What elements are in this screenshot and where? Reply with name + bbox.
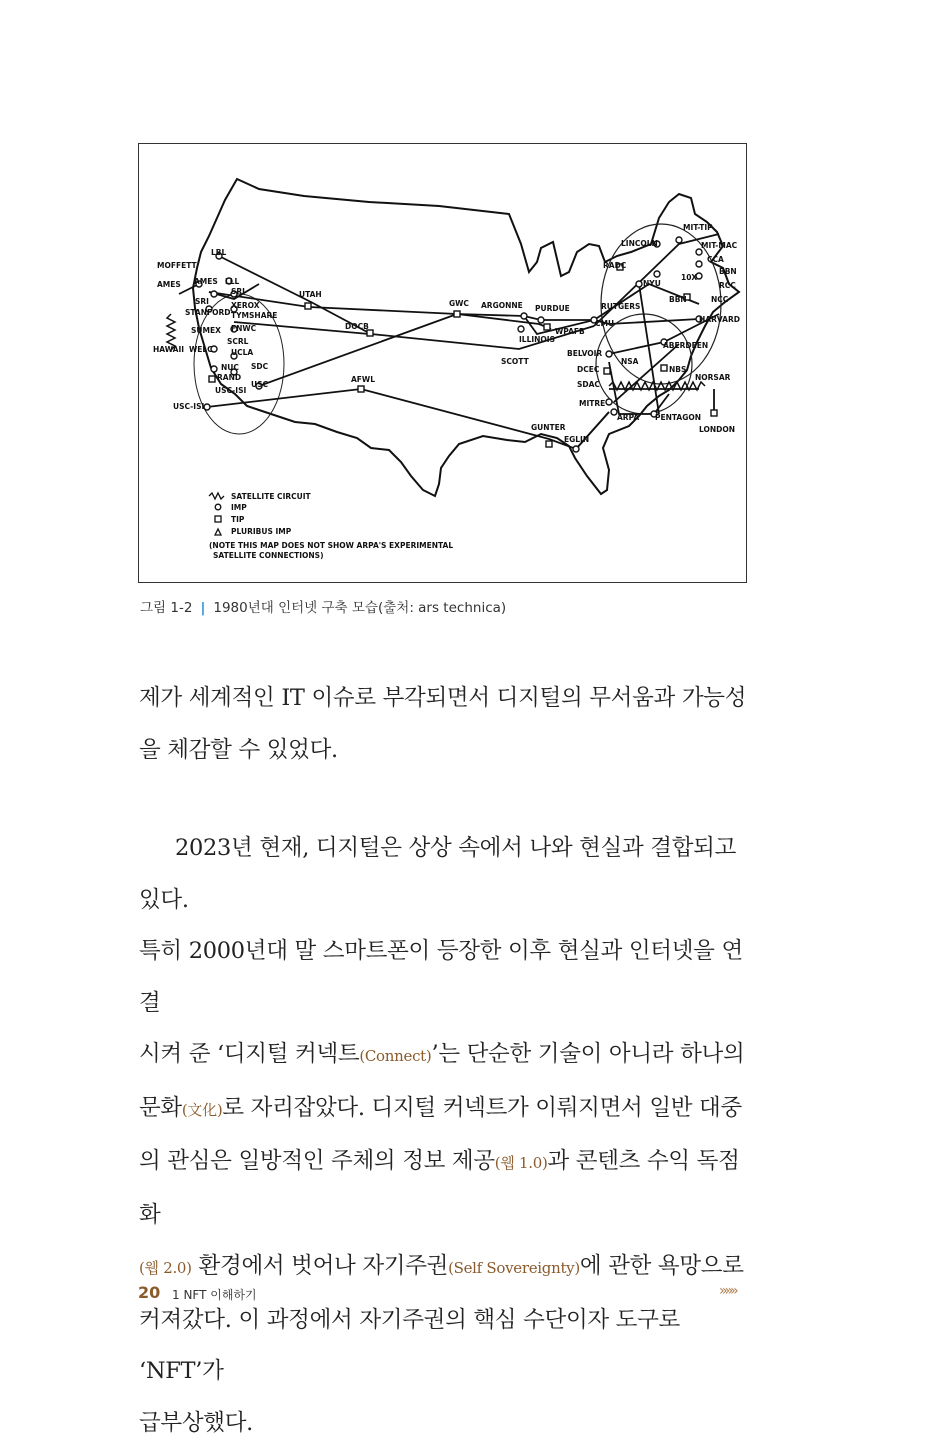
map-label: NYU: [643, 279, 661, 288]
paragraph-1: [139, 673, 749, 776]
paragraph-line: 2023년 현재, 디지털은 상상 속에서 나와 현실과 결합되고 있다.: [139, 823, 749, 926]
map-label: NCC: [711, 295, 729, 304]
map-label: RADC: [603, 261, 627, 270]
map-label: MIT-MAC: [701, 241, 738, 250]
map-label: AFWL: [351, 375, 375, 384]
caption-label: 그림 1-2: [140, 600, 192, 616]
caption-text: 1980년대 인터넷 구축 모습(출처: ars technica): [213, 600, 506, 616]
map-label: EGLIN: [564, 435, 589, 444]
map-label: SRI: [231, 287, 245, 296]
us-outline: [193, 179, 739, 496]
legend-pluribus-label: PLURIBUS IMP: [231, 527, 292, 536]
map-label: GUNTER: [531, 423, 566, 432]
paragraph-line: 제가 세계적인 IT 이슈로 부각되면서 디지털의 무서움과 가능성: [139, 673, 749, 725]
map-label: TYMSHARE: [231, 311, 277, 320]
map-label: LBL: [211, 248, 226, 257]
map-label: LINCOLN: [621, 239, 658, 248]
paragraph-line: 특히 2000년대 말 스마트폰이 등장한 이후 현실과 인터넷을 연결: [139, 926, 749, 1029]
map-label: SUMEX: [191, 326, 221, 335]
map-label: DCEC: [577, 365, 600, 374]
paragraph-line: 시켜 준 ‘디지털 커넥트(Connect)’는 단순한 기술이 아니라 하나의: [139, 1029, 749, 1083]
map-label: ILLINOIS: [519, 335, 555, 344]
map-label: SDC: [251, 362, 269, 371]
map-label: USC-ISI: [215, 386, 246, 395]
paragraph-line: (웹 2.0) 환경에서 벗어나 자기주권(Self Sovereignty)에 관한 욕망으로: [139, 1241, 749, 1295]
paragraph-line: 급부상했다.: [139, 1398, 749, 1449]
map-label: NSA: [621, 357, 639, 366]
map-label: RAND: [217, 373, 241, 382]
map-label: USC-ISI: [173, 402, 204, 411]
map-label: FNWC: [231, 324, 257, 333]
map-label: AMES: [157, 280, 181, 289]
map-label: RCC: [719, 281, 736, 290]
paragraph-line: 의 관심은 일방적인 주체의 정보 제공(웹 1.0)과 콘텐츠 수익 독점화: [139, 1136, 749, 1241]
map-label: MITRE: [579, 399, 605, 408]
map-label: CMU: [595, 319, 614, 328]
map-label: SCOTT: [501, 357, 530, 366]
map-label: NORSAR: [695, 373, 731, 382]
page-number: 20: [138, 1283, 160, 1302]
inline-note: (Self Sovereignty): [448, 1259, 580, 1277]
map-label: SDAC: [577, 380, 600, 389]
map-label: NUC: [221, 363, 239, 372]
map-label: USC: [251, 380, 268, 389]
map-label: MOFFETT: [157, 261, 197, 270]
map-label: HAWAII: [153, 345, 184, 354]
legend-imp-label: IMP: [231, 503, 247, 512]
map-label: AMES: [194, 277, 218, 286]
map-label: UTAH: [299, 290, 322, 299]
map-label: HARVARD: [699, 315, 740, 324]
map-label: BBN: [719, 267, 737, 276]
inline-note: (文化): [182, 1101, 223, 1119]
map-label: XEROX: [231, 301, 260, 310]
map-label: UCLA: [231, 348, 253, 357]
map-label: STANFORD: [185, 308, 231, 317]
map-label: GWC: [449, 299, 469, 308]
inline-note: (웹 1.0): [495, 1154, 548, 1172]
next-page-arrows-icon: »»»: [719, 1283, 736, 1299]
arpanet-map-figure: [138, 143, 747, 583]
legend-satellite-label: SATELLITE CIRCUIT: [231, 492, 312, 501]
map-legend: [209, 492, 453, 560]
paragraph-2: [139, 823, 749, 1449]
map-label: ARPA: [617, 413, 639, 422]
map-label: ARGONNE: [481, 301, 523, 310]
map-label: 10X: [681, 273, 697, 282]
map-label: SRI: [195, 297, 209, 306]
inline-note: (Connect): [359, 1047, 431, 1065]
paragraph-line: 커져갔다. 이 과정에서 자기주권의 핵심 수단이자 도구로 ‘NFT’가: [139, 1295, 749, 1398]
figure-caption: [140, 596, 506, 616]
map-label: PURDUE: [535, 304, 570, 313]
arpanet-map: [139, 144, 746, 582]
map-label: WELC: [189, 345, 213, 354]
caption-separator: |: [200, 600, 205, 616]
map-label: BBN: [669, 295, 687, 304]
chapter-title: 1 NFT 이해하기: [172, 1286, 257, 1303]
legend-note-line1: (NOTE THIS MAP DOES NOT SHOW ARPA'S EXPERIMENTAL: [209, 541, 453, 550]
legend-note-line2: SATELLITE CONNECTIONS): [213, 551, 324, 560]
paragraph-line: 문화(文化)로 자리잡았다. 디지털 커넥트가 이뤄지면서 일반 대중: [139, 1083, 749, 1137]
map-label: CCA: [707, 255, 724, 264]
map-label: NBS: [669, 365, 686, 374]
map-label: DOCB: [345, 322, 369, 331]
map-label: LONDON: [699, 425, 735, 434]
inline-note: (웹 2.0): [139, 1259, 192, 1277]
map-label: SCRL: [227, 337, 249, 346]
map-label: ABERDEEN: [663, 341, 708, 350]
map-label: WPAFB: [555, 327, 585, 336]
map-label: MIT-TIP: [683, 223, 713, 232]
map-label: LLL: [225, 277, 240, 286]
map-label: RUTGERS: [601, 302, 640, 311]
paragraph-line: 을 체감할 수 있었다.: [139, 725, 749, 777]
map-label: BELVOIR: [567, 349, 602, 358]
map-label: PENTAGON: [655, 413, 701, 422]
legend-tip-label: TIP: [231, 515, 245, 524]
